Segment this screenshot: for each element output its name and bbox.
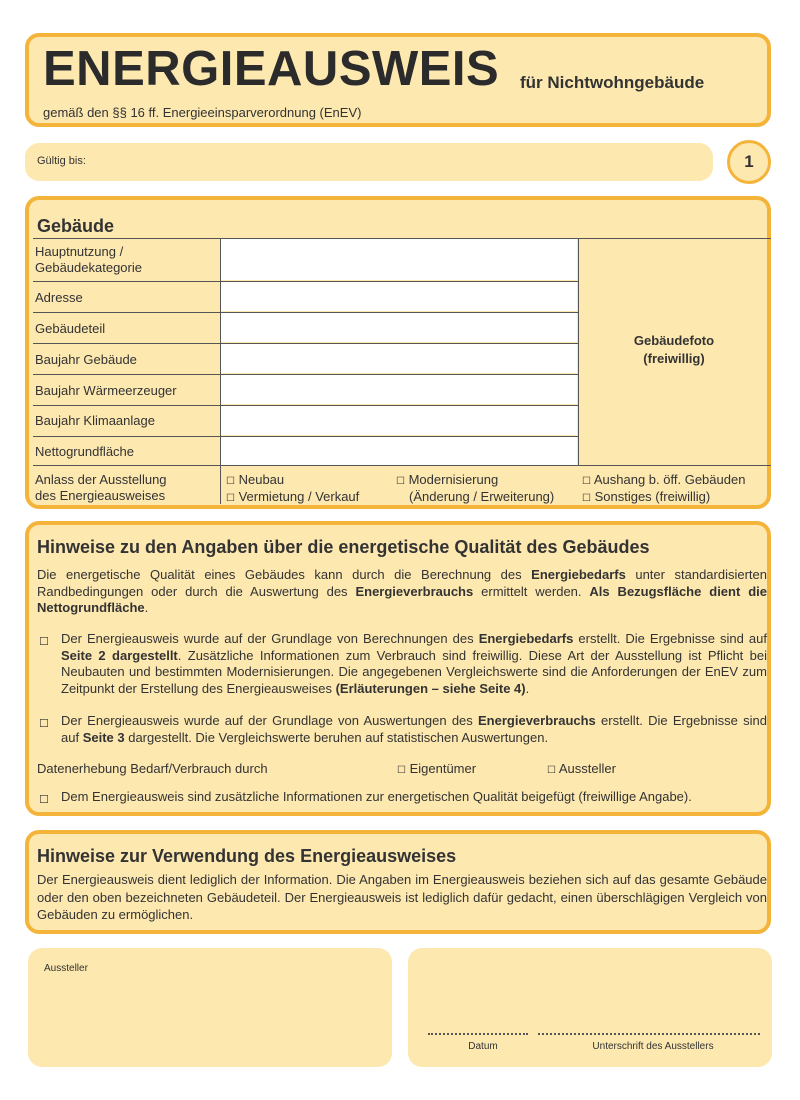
field-baujahr-klimaanlage[interactable] [221, 406, 577, 435]
text-run: Der Energieausweis wurde auf der Grundlage von Berechnungen des [61, 631, 479, 646]
field-nettogrundflaeche[interactable] [221, 437, 577, 465]
occasion-label-line2: des Energieausweises [35, 488, 166, 503]
text-bold: Seite 2 dargestellt [61, 647, 178, 663]
checkbox-label: Modernisierung [408, 472, 499, 487]
photo-label: Gebäudefoto [633, 333, 715, 348]
text-bold: Energiebedarfs [531, 567, 626, 582]
text-run: ermittelt werden. [473, 583, 590, 599]
occasion-label [33, 472, 219, 504]
date-line[interactable] [428, 1033, 528, 1035]
field-adresse[interactable] [221, 282, 577, 311]
issuer-label: Aussteller [44, 963, 88, 974]
row-label-baujahr-klimaanlage: Baujahr Klimaanlage [35, 413, 155, 428]
checkbox-eigentuemer[interactable] [397, 761, 476, 780]
checkbox-label: Neubau [238, 472, 285, 487]
quality-intro-text [37, 567, 767, 617]
row-label-adresse: Adresse [35, 290, 83, 305]
option-consumption-text [61, 713, 767, 746]
field-hauptnutzung[interactable] [221, 239, 577, 280]
row-label-gebaeudeteil: Gebäudeteil [35, 321, 106, 336]
signature-line[interactable] [538, 1033, 760, 1035]
field-gebaeudeteil[interactable] [221, 313, 577, 342]
document-subtitle: gemäß den §§ 16 ff. Energieeinsparverordnung (EnEV) [43, 105, 362, 120]
signature-area [408, 948, 772, 1067]
extra-info-text: Dem Energieausweis sind zusätzliche Informationen zur energetischen Qualität beigefügt (freiwillige Angabe). [61, 789, 692, 804]
text-run: . [144, 600, 149, 615]
checkbox-icon: ☐ [226, 493, 235, 504]
text-bold: (Erläuterungen – siehe Seite 4) [335, 680, 526, 696]
text-run: erstellt. Die Ergebnisse sind auf [573, 631, 767, 646]
checkbox-icon: ☐ [582, 493, 591, 504]
quality-notes-section [25, 521, 771, 816]
checkbox-icon: ☐ [547, 765, 556, 776]
building-photo-placeholder[interactable] [579, 242, 769, 465]
building-section-title: Gebäude [37, 216, 115, 236]
text-bold: Seite 3 [82, 729, 125, 745]
table-divider [33, 465, 771, 466]
text-run: Die energetische Qualität eines Gebäudes kann durch die Berechnung des [37, 567, 532, 582]
document-title-suffix: für Nichtwohngebäude [520, 73, 705, 92]
field-baujahr-gebaeude[interactable] [221, 344, 577, 373]
quality-notes-title: Hinweise zu den Angaben über die energetische Qualität des Gebäudes [37, 537, 650, 557]
text-run: . Zusätzliche Informationen zum Verbrauch sind freiwillig. Diese Art der Ausstellung ist Pflicht bei Neubauten und bestimmten Modernisierungen. Die angegebenen Vergleichswerte sind die Anforderungen der EnEV zum Zeitpunkt der Erstellung des Energieausweises [61, 647, 767, 696]
checkbox-icon[interactable]: ☐ [39, 794, 49, 806]
table-divider [33, 343, 579, 344]
date-label: Datum [468, 1041, 498, 1052]
page-number-badge: 1 [727, 140, 771, 184]
occasion-label-line1: Anlass der Ausstellung [35, 472, 167, 487]
text-run: unter standardisierten Randbedingungen oder durch die Auswertung des [37, 567, 768, 599]
text-bold: Energieverbrauchs [355, 583, 474, 599]
table-divider [33, 374, 579, 375]
checkbox-label: Vermietung / Verkauf [238, 489, 360, 504]
row-label-nettogrundflaeche: Nettogrundfläche [35, 444, 135, 459]
checkbox-icon: ☐ [397, 765, 406, 776]
checkbox-aussteller[interactable] [547, 761, 616, 780]
valid-until-field[interactable] [25, 143, 713, 181]
usage-notes-title: Hinweise zur Verwendung des Energieausweises [37, 846, 457, 866]
checkbox-icon[interactable]: ☐ [39, 718, 49, 730]
document-title: ENERGIEAUSWEIS [43, 42, 500, 96]
text-bold: Energieverbrauchs [478, 713, 596, 728]
checkbox-icon: ☐ [582, 476, 591, 487]
row-label-baujahr-waermeerzeuger: Baujahr Wärmeerzeuger [35, 383, 177, 398]
row-label-hauptnutzung: Hauptnutzung / Gebäudekategorie [35, 244, 142, 275]
checkbox-label: Eigentümer [409, 761, 477, 776]
text-bold: Energiebedarfs [478, 631, 574, 646]
checkbox-label: Aushang b. öff. Gebäuden [593, 472, 746, 487]
table-divider [33, 436, 579, 437]
building-section [25, 196, 771, 509]
valid-until-label: Gültig bis: [37, 155, 86, 167]
document-header [25, 33, 771, 127]
table-divider [33, 405, 579, 406]
text-run: Der Energieausweis wurde auf der Grundlage von Auswertungen des [61, 713, 479, 728]
checkbox-icon: ☐ [226, 476, 235, 487]
field-baujahr-waermeerzeuger[interactable] [221, 375, 577, 404]
data-collection-label: Datenerhebung Bedarf/Verbrauch durch [37, 761, 268, 776]
checkbox-icon: ☐ [396, 476, 405, 487]
option-demand-text [61, 631, 767, 697]
table-divider [33, 312, 579, 313]
issuer-field[interactable] [28, 948, 392, 1067]
text-run: dargestellt. Die Vergleichswerte beruhen auf statistischen Auswertungen. [124, 729, 549, 745]
usage-notes-section [25, 830, 771, 934]
text-run: erstellt. Die Ergebnisse sind auf [61, 713, 767, 745]
text-bold: Als Bezugsfläche dient die Nettogrundfläche [37, 583, 767, 615]
checkbox-sonstiges[interactable] [582, 488, 710, 507]
checkbox-icon[interactable]: ☐ [39, 636, 49, 648]
row-label-baujahr-gebaeude: Baujahr Gebäude [35, 352, 137, 367]
checkbox-vermietung[interactable] [226, 488, 359, 507]
photo-optional-label: (freiwillig) [643, 351, 705, 366]
signature-label: Unterschrift des Ausstellers [592, 1041, 714, 1052]
table-divider [33, 281, 579, 282]
checkbox-modernisierung-sub: (Änderung / Erweiterung) [409, 489, 555, 504]
checkbox-label: Sonstiges (freiwillig) [594, 489, 711, 504]
text-run: . [525, 680, 530, 696]
checkbox-label: Aussteller [558, 761, 616, 776]
usage-notes-text: Der Energieausweis dient lediglich der Information. Die Angaben im Energieausweis beziehen sich auf das gesamte Gebäude oder den oben bezeichneten Gebäudeteil. Der Energieausweis ist lediglich dafür gedacht, einen überschlägigen Vergleich von Gebäuden zu ermöglichen. [37, 872, 767, 922]
